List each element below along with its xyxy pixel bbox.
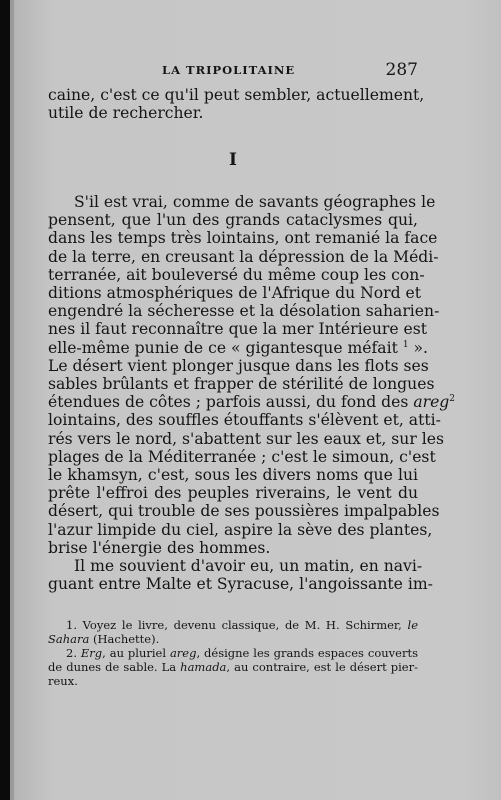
text-line: pensent, que l'un des grands cataclysmes qui, xyxy=(48,211,418,230)
text-line: utile de rechercher. xyxy=(48,104,204,123)
footnote-2-line xyxy=(48,646,418,660)
main-paragraph xyxy=(48,193,456,594)
text-line xyxy=(48,393,456,412)
running-title: LA TRIPOLITAINE xyxy=(162,63,296,77)
text-line: rés vers le nord, s'abattent sur les eaux et, sur les xyxy=(48,429,444,448)
text-line: dans les temps très lointains, ont remanié la face xyxy=(48,229,438,248)
footnote-2-line xyxy=(48,660,418,674)
text-line: le khamsyn, c'est, sous les divers noms que lui xyxy=(48,466,418,485)
text-line: engendré la sécheresse et la désolation saharien- xyxy=(48,302,440,321)
text-line: S'il est vrai, comme de savants géographes le xyxy=(74,193,436,211)
italic-term: hamada xyxy=(180,660,227,674)
italic-term: le xyxy=(407,618,419,632)
text-fragment: 1. Voyez le livre, devenu classique, de M. H. Schirmer, xyxy=(66,618,402,632)
text-line: terranée, ait bouleversé du même coup les con- xyxy=(48,265,425,284)
text-line: Il me souvient d'avoir eu, un matin, en navi- xyxy=(74,557,423,576)
text-line: désert, qui trouble de ses poussières impalpables xyxy=(48,502,440,521)
text-line: Le désert vient plonger jusque dans les flots ses xyxy=(48,356,429,375)
text-fragment: 2. xyxy=(66,646,81,660)
text-line: l'azur limpide du ciel, aspire la sève des plantes, xyxy=(48,520,433,539)
text-line: lointains, des souffles étouffants s'élèvent et, atti- xyxy=(48,411,441,430)
text-fragment: (Hachette). xyxy=(89,632,160,646)
text-line: ditions atmosphériques de l'Afrique du Nord et xyxy=(48,284,422,303)
italic-term: areg xyxy=(413,393,450,412)
text-line: sables brûlants et frapper de stérilité de longues xyxy=(48,375,435,394)
text-fragment: étendues de côtes ; parfois aussi, du fond des xyxy=(48,393,409,412)
footnote-2-line: reux. xyxy=(48,674,78,688)
continuation-paragraph xyxy=(48,86,425,123)
italic-term: areg xyxy=(169,646,197,660)
text-fragment: ». xyxy=(408,338,429,357)
footnote-marker: 2 xyxy=(449,394,456,405)
text-line: plages de la Méditerranée ; c'est le simoun, c'est xyxy=(48,447,436,466)
book-spine-shadow xyxy=(0,0,10,800)
text-fragment: elle-même punie de ce « gigantesque méfait xyxy=(48,338,398,357)
page-header xyxy=(50,62,418,80)
italic-term: Sahara xyxy=(48,632,90,646)
italic-term: Erg xyxy=(80,646,103,660)
text-fragment: , au pluriel xyxy=(102,646,170,660)
footnote-marker: 1 xyxy=(402,339,409,350)
text-fragment: , au contraire, est le désert pier- xyxy=(226,660,418,674)
text-fragment: de dunes de sable. La xyxy=(48,660,181,674)
footnote-1-line xyxy=(48,618,418,632)
book-page xyxy=(14,0,501,800)
text-line: guant entre Malte et Syracuse, l'angoissante im- xyxy=(48,575,433,594)
text-line: de la terre, en creusant la dépression de la Médi- xyxy=(48,247,439,266)
text-line xyxy=(48,338,429,357)
footnote-1-line xyxy=(48,632,418,646)
footnotes xyxy=(48,618,418,688)
section-heading: I xyxy=(229,150,237,170)
text-line: brise l'énergie des hommes. xyxy=(48,538,271,557)
text-line: prête l'effroi des peuples riverains, le vent du xyxy=(48,484,418,503)
text-line: caine, c'est ce qu'il peut sembler, actuellement, xyxy=(48,86,425,104)
text-fragment: , désigne les grands espaces couverts xyxy=(196,646,418,660)
page-number: 287 xyxy=(385,60,418,80)
text-line: nes il faut reconnaître que la mer Intérieure est xyxy=(48,320,428,339)
